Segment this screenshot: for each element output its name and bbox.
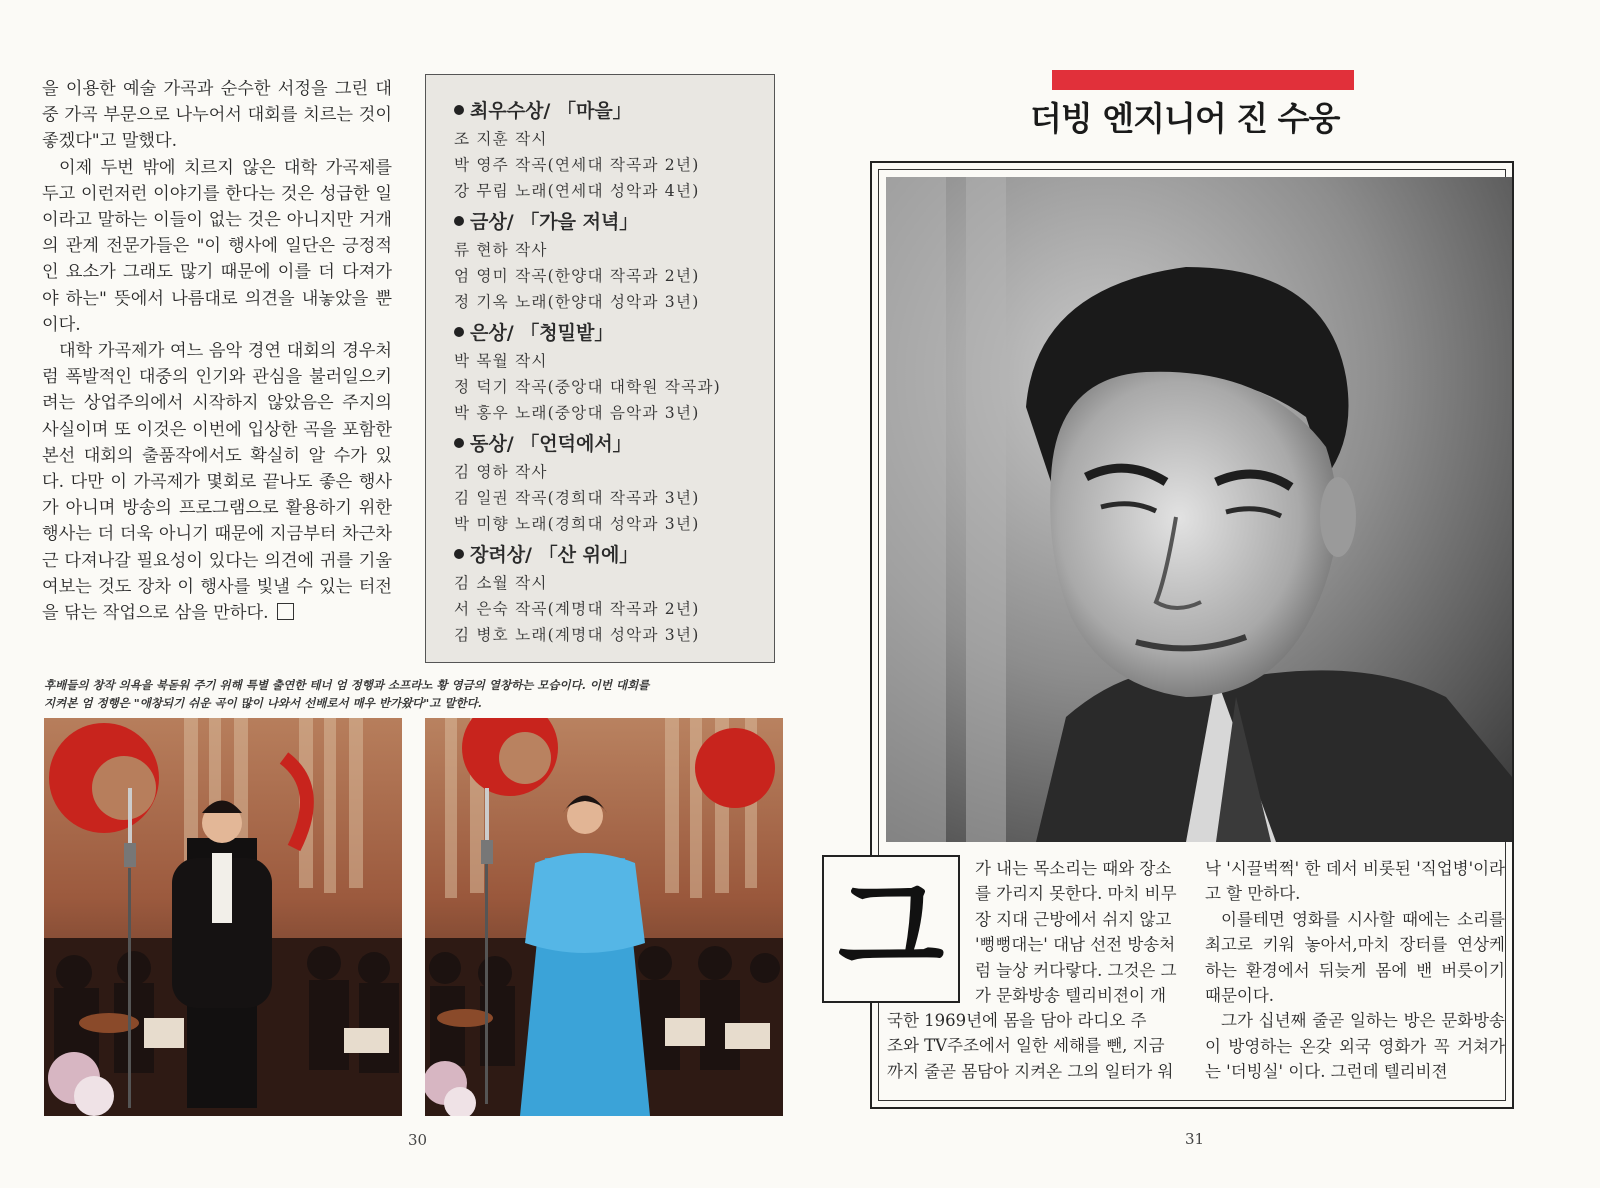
award-title: 장려상/ 「산 위에」	[470, 544, 639, 566]
caption-line: 지켜본 엄 정행은 "애창되기 쉬운 곡이 많이 나와서 선배로서 매우 반가왔다"고 말한다.	[44, 696, 482, 710]
award-line: 박 목월 작시	[454, 352, 548, 370]
text-line: 럼 늘상 커다랗다. 그것은 그	[975, 960, 1177, 980]
title-accent-bar	[1052, 70, 1354, 90]
photo-caption	[44, 676, 784, 712]
page-number-right: 31	[1185, 1130, 1205, 1148]
caption-line: 후배들의 창작 의욕을 북돋워 주기 위해 특별 출연한 테너 엄 정행과 소프라노 황 영금의 열창하는 모습이다. 이번 대회를	[44, 678, 650, 692]
award-title: 금상/ 「가을 저녁」	[470, 211, 639, 233]
award-line: 김 소월 작시	[454, 574, 548, 592]
dropcap-box	[822, 855, 960, 1003]
award-group	[454, 96, 764, 204]
bullet-icon	[454, 216, 464, 226]
portrait-photo	[886, 177, 1512, 842]
award-line: 정 덕기 작곡(중앙대 대학원 작곡과)	[454, 378, 721, 396]
body-paragraph-text: 대학 가곡제가 여느 음악 경연 대회의 경우처럼 폭발적인 대중의 인기와 관심을 불러일으키려는 상업주의에서 시작하지 않았음은 주지의 사실이며 또 이것은 이번에 입상한 곡을 포함한 본선 대회의 출품작에서도 확실히 알 수가 있다. 다만 이 가곡제가 몇회로 끝나도 좋은 행사가 아니며 방송의 프로그램으로 활용하기 위한 행사는 더 더욱 아니기 때문에 지금부터 차근차근 다져나갈 필요성이 있다는 의견에 귀를 기울여보는 것도 장차 이 행사를 빛낼 수 있는 터전을 닦는 작업으로 삼을 만하다.	[42, 341, 392, 624]
bullet-icon	[454, 327, 464, 337]
body-paragraph: 을 이용한 예술 가곡과 순수한 서정을 그린 대중 가곡 부문으로 나누어서 대회를 치르는 것이 좋겠다"고 말했다.	[42, 79, 392, 152]
article-paragraph: 이를테면 영화를 시사할 때에는 소리를 최고로 키워 놓아서,마치 장터를 연상케 하는 환경에서 뒤늦게 몸에 밴 버릇이기 때문이다.	[1205, 909, 1505, 1006]
tenor-photo	[44, 718, 402, 1116]
page-number-left: 30	[408, 1131, 428, 1149]
award-line: 서 은숙 작곡(계명대 작곡과 2년)	[454, 600, 700, 618]
left-body-text	[42, 76, 392, 626]
award-title: 동상/ 「언덕에서」	[470, 433, 632, 455]
text-line: 를 가리지 못한다. 마치 비무	[975, 884, 1177, 904]
article-col2	[1205, 856, 1505, 1085]
award-line: 박 영주 작곡(연세대 작곡과 2년)	[454, 156, 700, 174]
soprano-photo	[425, 718, 783, 1116]
bullet-icon	[454, 438, 464, 448]
dropcap-letter: 그	[837, 865, 945, 993]
awards-box	[425, 74, 775, 663]
text-line: 국한 1969년에 몸을 담아 라디오 주	[887, 1011, 1147, 1030]
award-line: 김 병호 노래(계명대 성악과 3년)	[454, 626, 700, 644]
body-paragraph	[42, 338, 392, 626]
bullet-icon	[454, 105, 464, 115]
article-col1-bottom	[887, 1008, 1183, 1084]
text-line: 가 내는 목소리는 때와 장소	[975, 859, 1172, 878]
article-title: 더빙 엔지니어 진 수웅	[1030, 99, 1340, 138]
award-line: 엄 영미 작곡(한양대 작곡과 2년)	[454, 267, 700, 285]
award-title: 최우수상/ 「마을」	[470, 100, 632, 122]
award-title: 은상/ 「청밀밭」	[470, 322, 614, 344]
award-group	[454, 540, 764, 648]
text-line: 장 지대 근방에서 쉬지 않고	[975, 909, 1172, 929]
end-mark-icon	[277, 603, 294, 620]
article-paragraph: 낙 '시끌벅쩍' 한 데서 비롯된 '직업병'이라고 할 만하다.	[1205, 859, 1505, 904]
text-line: 까지 줄곧 몸담아 지켜온 그의 일터가 워	[887, 1061, 1174, 1081]
award-line: 박 홍우 노래(중앙대 음악과 3년)	[454, 404, 700, 422]
award-line: 강 무림 노래(연세대 성악과 4년)	[454, 182, 700, 200]
bullet-icon	[454, 549, 464, 559]
award-group	[454, 207, 764, 315]
award-line: 김 영하 작사	[454, 463, 548, 481]
body-paragraph: 이제 두번 밖에 치르지 않은 대학 가곡제를 두고 이런저런 이야기를 한다는 것은 성급한 일이라고 말하는 이들이 없는 것은 아니지만 거개의 관계 전문가들은 "이 행사에 일단은 긍정적인 요소가 그래도 많기 때문에 이를 더 다져가야 하는" 뜻에서 나름대로 의견을 내놓았을 뿐이다.	[42, 157, 392, 335]
award-group	[454, 429, 764, 537]
article-col1-top	[975, 856, 1183, 1008]
award-line: 김 일권 작곡(경희대 작곡과 3년)	[454, 489, 700, 507]
award-line: 류 현하 작사	[454, 241, 548, 259]
article-paragraph: 그가 십년째 줄곧 일하는 방은 문화방송이 방영하는 온갖 외국 영화가 꼭 거쳐가는 '더빙실' 이다. 그런데 텔리비젼	[1205, 1011, 1505, 1082]
text-line: 조와 TV주조에서 일한 세해를 뺀, 지금	[887, 1036, 1165, 1056]
award-line: 조 지훈 작시	[454, 130, 548, 148]
text-line: 가 문화방송 텔리비젼이 개	[975, 986, 1167, 1006]
award-group	[454, 318, 764, 426]
award-line: 박 미향 노래(경희대 성악과 3년)	[454, 515, 700, 533]
text-line: '뻥뻥대는' 대남 선전 방송처	[975, 935, 1176, 955]
award-line: 정 기옥 노래(한양대 성악과 3년)	[454, 293, 700, 311]
